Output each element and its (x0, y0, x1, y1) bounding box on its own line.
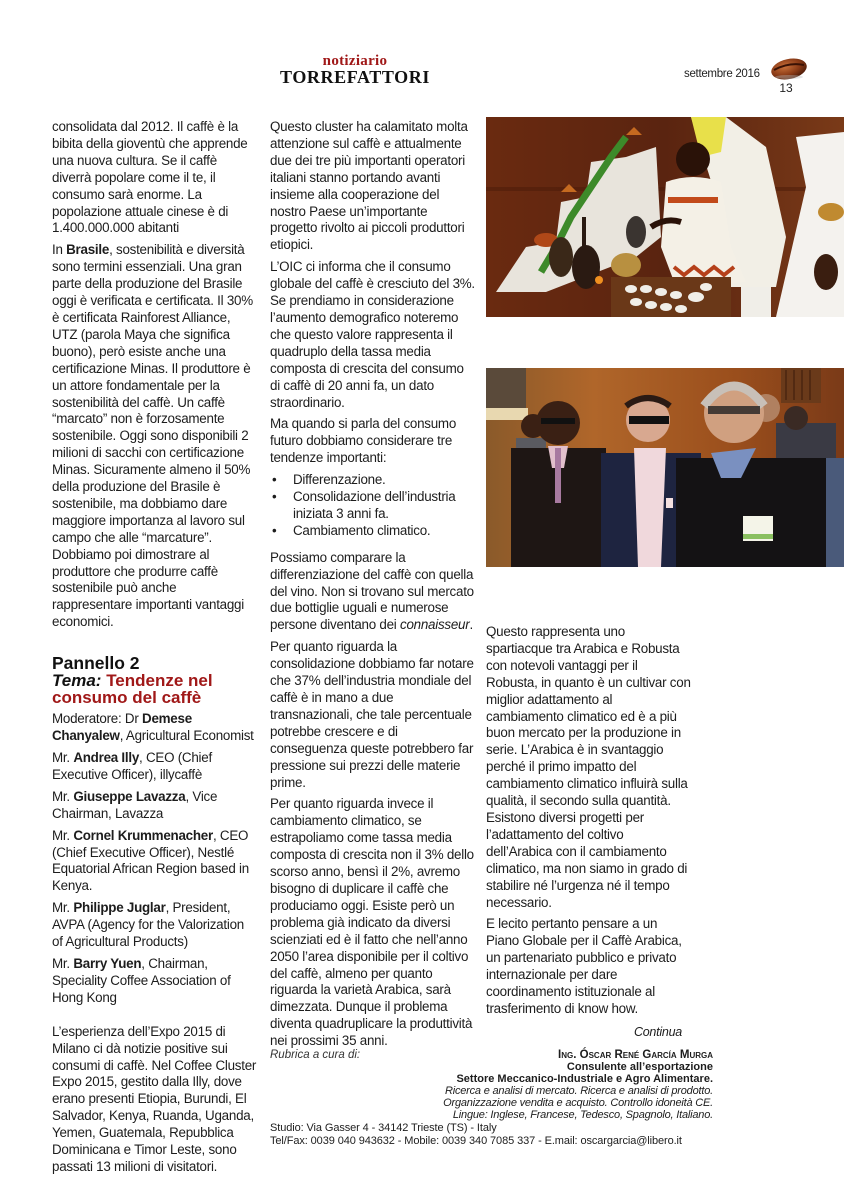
author-services-2: Organizzazione vendita e acquisto. Controllo idoneità CE. (443, 1097, 713, 1109)
column-1 (52, 119, 257, 1181)
author-credit (440, 1049, 713, 1121)
participant-name: Barry Yuen (73, 955, 142, 971)
panel-title: Pannello 2 (52, 653, 140, 674)
author-name: Ing. Óscar René García Murga (558, 1049, 713, 1061)
issue-date: settembre 2016 (684, 68, 760, 80)
paragraph-cluster: Questo cluster ha calamitato molta attenzione sul caffè e attualmente due dei tre più importanti operatori italiani stanno portando avanti insieme alla cooperazione del nostro Paese un’importante progetto rivolto ai piccoli produttori etiopici. (270, 119, 468, 253)
paragraph-climate: Per quanto riguarda invece il cambiamento climatico, se estrapoliamo come tassa media composta di crescita non il 3% dello scorso anno, bensì il 2%, avremo bisogno di duplicare il caffè che produciamo oggi. Esiste però un problema già indicato da diversi scienziati ed è il fatto che nell’anno 2050 l’area disponibile per il coltivo del caffè, almeno per quanto riguarda la varietà Arabica, sarà dimezzata. Dunque il problema diventa quadruplicare la produttività nei prossimi 35 anni. (270, 796, 474, 1049)
paragraph-brasile (52, 242, 257, 631)
paragraph-piano-globale: E lecito pertanto pensare a un Piano Globale per il Caffè Arabica, un partenariato pubblico e privato internazionale per dare coordinamento istituzionale al trasferimento di know how. (486, 916, 682, 1016)
list-item: • Differenzazione. (270, 472, 476, 489)
participant-role: , Agricultural Economist (119, 728, 254, 744)
connaisseur-italic: connaisseur (400, 617, 470, 633)
tema-text: Tendenze nel consumo del caffè (52, 671, 213, 708)
masthead-logo (270, 54, 440, 86)
participant (52, 789, 257, 823)
ethiopian-coffee-ceremony-photo (486, 117, 844, 317)
paragraph-oic: L’OIC ci informa che il consumo globale del caffè è cresciuto del 3%. Se prendiamo in considerazione l’aumento demografico noteremo che questo valore rappresenta il quadruplo della tassa media composta di crescita del consumo di caffè di 20 anni fa, un dato straordinario. (270, 259, 475, 410)
author-sector: Settore Meccanico-Industriale e Agro Alimentare. (456, 1073, 713, 1085)
participant-prefix: Mr. (52, 788, 74, 804)
paragraph-trends-intro: Ma quando si parla del consumo futuro dobbiamo considerare tre tendenze importanti: (270, 416, 457, 466)
text: , sostenibilità e diversità sono termini essenziali. Una gran parte della produzione del Brasile oggi è verificata e certificata. Il 30% è certificata Rainforest Alliance, UTZ (parola Maya che significa buono), però esiste anche una certificazione Minas. Il produttore è un attore fondamentale per la sostenibilità del caffè. Un caffè “marcato” non è forzosamente sostenibile. Oggi sono disponibili 2 milioni di sacchi con certificazione Minas. Sicuramente almeno il 50% della produzione del Brasile è sostenibile, ma dobbiamo dare maggiore importanza al lavoro sul campo che alle “marcature”. Dobbiamo poi dimostrare al produttore che produrre caffè sostenibile può anche rappresentare importanti vantaggi economici. (52, 242, 253, 630)
participant-name: Cornel Krummenacher (73, 827, 213, 843)
participant (52, 711, 257, 745)
participant-role: , President, AVPA (Agency for the Valorization of Agricultural Products) (52, 900, 244, 950)
paragraph-china: consolidata dal 2012. Il caffè è la bibita della gioventù che apprende una nuova cultura. Se il caffè diverrà popolare come il te, il consumo sarà enorme. La popolazione attuale cinese è di 1.400.000.000 abitanti (52, 119, 248, 236)
paragraph-expo: L’esperienza dell’Expo 2015 di Milano ci dà notizie positive sui consumi di caffè. Nel Coffee Cluster Expo 2015, gestito dalla Illy, dove erano presenti Etiopia, Burundi, El Salvador, Kenya, Ruanda, Uganda, Yemen, Guatemala, Repubblica Dominicana e Timor Leste, sono passati 13 milioni di visitatori. (52, 1023, 257, 1174)
text: . (469, 617, 473, 633)
page-number: 13 (779, 81, 793, 95)
author-services-1: Ricerca e analisi di mercato. Ricerca e analisi di prodotto. (444, 1085, 713, 1097)
participant (52, 828, 257, 896)
brasile-bold: Brasile (66, 242, 110, 258)
participant-name: Philippe Juglar (73, 900, 166, 916)
author-role: Consulente all’esportazione (566, 1061, 713, 1073)
masthead-top: notiziario (322, 53, 388, 69)
list-item: • Cambiamento climatico. (270, 523, 476, 540)
participant-prefix: Mr. (52, 900, 74, 916)
participant (52, 956, 257, 1007)
participant-role: , Chairman, Speciality Coffee Association of Hong Kong (52, 955, 231, 1005)
participant-prefix: Mr. (52, 827, 74, 843)
contact-phone-email: Tel/Fax: 0039 040 943632 - Mobile: 0039 340 7085 337 - E.mail: oscargarcia@libero.it (270, 1134, 682, 1147)
studio-address: Studio: Via Gasser 4 - 34142 Trieste (TS) - Italy (270, 1122, 497, 1134)
text: In (52, 242, 67, 258)
paragraph-consolidation: Per quanto riguarda la consolidazione dobbiamo far notare che 37% dell’industria mondiale del caffè è in mano a due transnazionali, che tale percentuale potrebbe crescere e di conseguenza queste potrebbero far pressione sui prezzi delle materie prime. (270, 639, 474, 790)
tema-label: Tema: (52, 671, 102, 691)
column-3 (486, 624, 692, 1041)
rubrica-label: Rubrica a cura di: (270, 1049, 361, 1061)
participant (52, 750, 257, 784)
participant-role: , Vice Chairman, Lavazza (52, 788, 218, 821)
participant-name: Giuseppe Lavazza (73, 788, 186, 804)
participant-role: , CEO (Chief Executive Officer), Nestlé Equatorial African Region based in Kenya. (52, 827, 249, 894)
three-men-at-event-photo (486, 368, 844, 567)
trends-list (270, 472, 476, 540)
list-item: • Consolidazione dell’industria iniziata 3 anni fa. (270, 489, 476, 523)
tema-heading (52, 672, 257, 706)
column-2 (270, 119, 476, 1055)
participant-prefix: Mr. (52, 750, 74, 765)
author-languages: Lingue: Inglese, Francese, Tedesco, Spagnolo, Italiano. (452, 1109, 713, 1121)
paragraph-arabica-robusta: Questo rappresenta uno spartiacque tra Arabica e Robusta con notevoli vantaggi per il Robusta, in quanto è un cultivar con miglior adattamento al cambiamento climatico ed è a più buon mercato per la produzione in serie. L’Arabica è in svantaggio perché il primo impatto del cambiamento climatico influirà sulla qualità, il secondo sulla quantità. Esistono diversi progetti per l’adattamento del coltivo dell’Arabica con il cambiamento climatico, ma non siamo in grado di stabilire né l’urgenza né il tempo necessario. (486, 624, 691, 910)
text: Possiamo comparare la differenziazione del caffè con quella del vino. Non si trovano sul mercato due bottiglie uguali e numerose persone diventano dei (270, 549, 474, 633)
continua-label: Continua (633, 1024, 682, 1039)
paragraph-wine (270, 550, 476, 635)
participant (52, 900, 257, 951)
participant-role: , CEO (Chief Executive Officer), illycaffè (52, 750, 212, 782)
participant-prefix: Mr. (52, 955, 74, 971)
contact-info (270, 1122, 682, 1147)
coffee-bean-icon (769, 56, 809, 82)
participant-name: Demese Chanyalew (52, 711, 192, 744)
masthead-bottom: TORREFATTORI (280, 67, 430, 87)
participant-prefix: Moderatore: Dr (52, 711, 143, 727)
participant-name: Andrea Illy (73, 750, 140, 765)
